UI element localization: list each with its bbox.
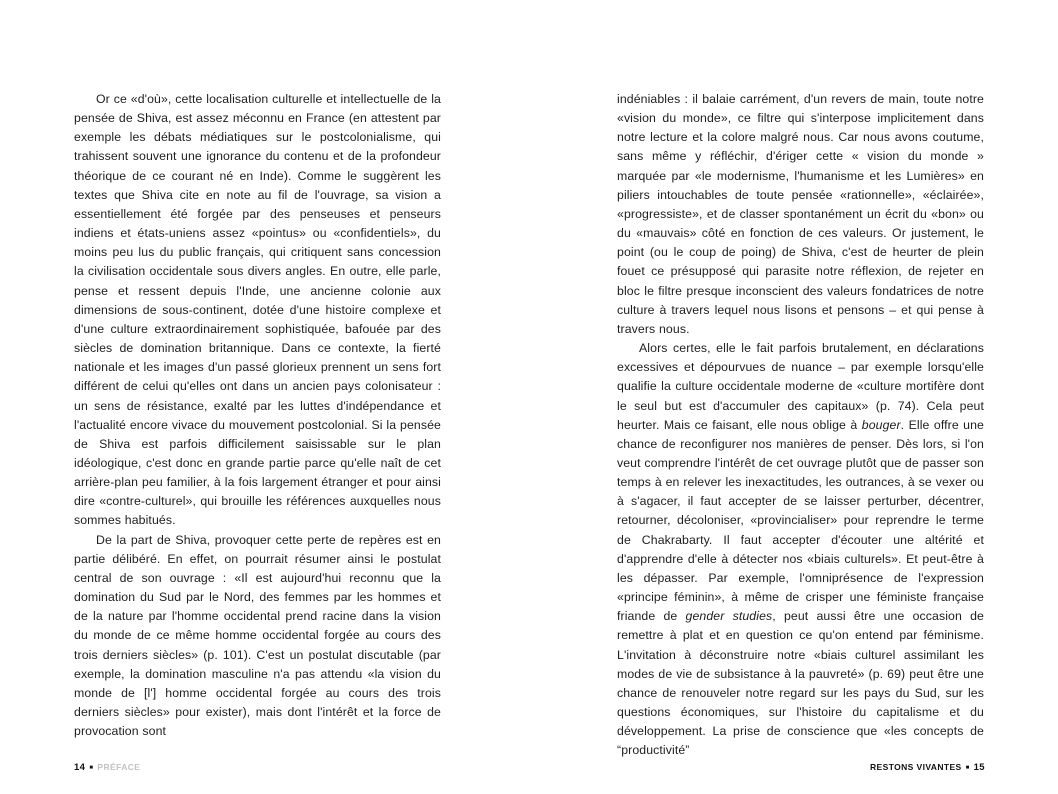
left-running-title: PRÉFACE bbox=[97, 762, 141, 772]
left-page-number: 14 bbox=[74, 762, 86, 773]
right-page-number: 15 bbox=[973, 762, 985, 773]
body-paragraph: Or ce «d'où», cette localisation culturelle et intellectuelle de la pensée de Shiva, est assez méconnu en France (en attestent par exemple les débats médiatiques sur le postcolonialisme, qui trahissent souvent une ignorance du contenu et de la profondeur théorique de ce courant né en Inde). Comme le suggèrent les textes que Shiva cite en note au fil de l'ouvrage, sa vision a essentiellement été forgée par des penseuses et penseurs indiens et états-uniens assez «pointus» ou «confidentiels», du moins peu lus du public français, qui critiquent sans concession la civilisation occidentale sous divers angles. En outre, elle parle, pense et ressent depuis l'Inde, une ancienne colonie aux dimensions de sous-continent, dotée d'une histoire complexe et d'une culture extraordinairement sophistiquée, bafouée par des siècles de domination britannique. Dans ce contexte, la fierté nationale et les images d'un passé glorieux prennent un sens fort différent de celui qu'elles ont dans un ancien pays colonisateur : un sens de résistance, exalté par les luttes d'indépendance et l'actualité encore vivace du mouvement postcolonial. Si la pensée de Shiva est parfois difficilement saisissable sur le plan idéologique, c'est donc en grande partie parce qu'elle naît de cet arrière-plan peu familier, à la fois largement étranger et pour ainsi dire «contre-culturel», qui brouille les références auxquelles nous sommes habitués. bbox=[74, 92, 441, 528]
body-paragraph: indéniables : il balaie carrément, d'un revers de main, toute notre «vision du monde», ce filtre qui s'interpose implicitement dans notre lecture et la colore malgré nous. Car nous avons coutume, sans même y réfléchir, d'ériger cette « vision du monde » marquée par «le modernisme, l'humanisme et les Lumières» en piliers intouchables de toute pensée «rationnelle», «éclairée», «progressiste», et de classer spontanément un écrit du «bon» ou du «mauvais» côté en fonction de ces valeurs. Or justement, le point (ou le coup de poing) de Shiva, c'est de heurter de plein fouet ce présupposé qui parasite notre réflexion, de rejeter en bloc le filtre presque inconscient des valeurs fondatrices de notre culture à travers lequel nous lisons et pensons – et qui pense à travers nous. bbox=[617, 92, 984, 336]
right-running-title: RESTONS VIVANTES bbox=[870, 762, 962, 772]
left-page-footer bbox=[74, 762, 140, 773]
body-paragraph: De la part de Shiva, provoquer cette perte de repères est en partie délibéré. En effet, on pourrait résumer ainsi le postulat central de son ouvrage : «Il est aujourd'hui reconnu que la domination du Sud par le Nord, des femmes par les hommes et de la nature par l'homme occidental prend racine dans la vision du monde de ce même homme occidental forgée au cours des trois derniers siècles» (p. 101). C'est un postulat discutable (par exemple, la domination masculine n'a pas attendu «la vision du monde de [l'] homme occidental forgée au cours des trois derniers siècles» pour exister), mais dont l'intérêt et la force de provocation sont bbox=[74, 532, 441, 739]
body-paragraph: Alors certes, elle le fait parfois brutalement, en déclarations excessives et dépourvues de nuance – par exemple lorsqu'elle qualifie la culture occidentale moderne de «culture mortifère dont le seul but est d'accumuler des capitaux» (p. 74). Cela peut heurter. Mais ce faisant, elle nous oblige à bouger. Elle offre une chance de reconfigurer nos manières de penser. Dès lors, si l'on veut comprendre l'intérêt de cet ouvrage plutôt que de passer son temps à en relever les inexactitudes, les outrances, à se vexer ou à s'agacer, il faut accepter de se laisser perturber, décentrer, retourner, décoloniser, «provincialiser» pour reprendre le terme de Chakrabarty. Il faut accepter d'écouter une altérité et d'apprendre d'elle à détecter nos «biais culturels». Et peut-être à les dépasser. Par exemple, l'omniprésence de l'expression «principe féminin», à même de crisper une féministe française friande de gender studies, peut aussi être une occasion de remettre à plat et en question ce qu'on entend par féminisme. L'invitation à déconstruire notre «biais culturel assimilant les modes de vie de subsistance à la pauvreté» (p. 69) peut être une chance de renouveler notre regard sur les pays du Sud, sur les questions économiques, sur l'histoire du capitalisme et du développement. La prise de conscience que «les concepts de “productivité” bbox=[617, 341, 984, 758]
right-page-footer bbox=[870, 762, 985, 773]
square-separator-icon: ■ bbox=[89, 765, 94, 771]
square-separator-icon: ■ bbox=[965, 765, 970, 771]
right-page-text-column bbox=[617, 90, 984, 760]
left-page-text-column bbox=[74, 90, 441, 741]
